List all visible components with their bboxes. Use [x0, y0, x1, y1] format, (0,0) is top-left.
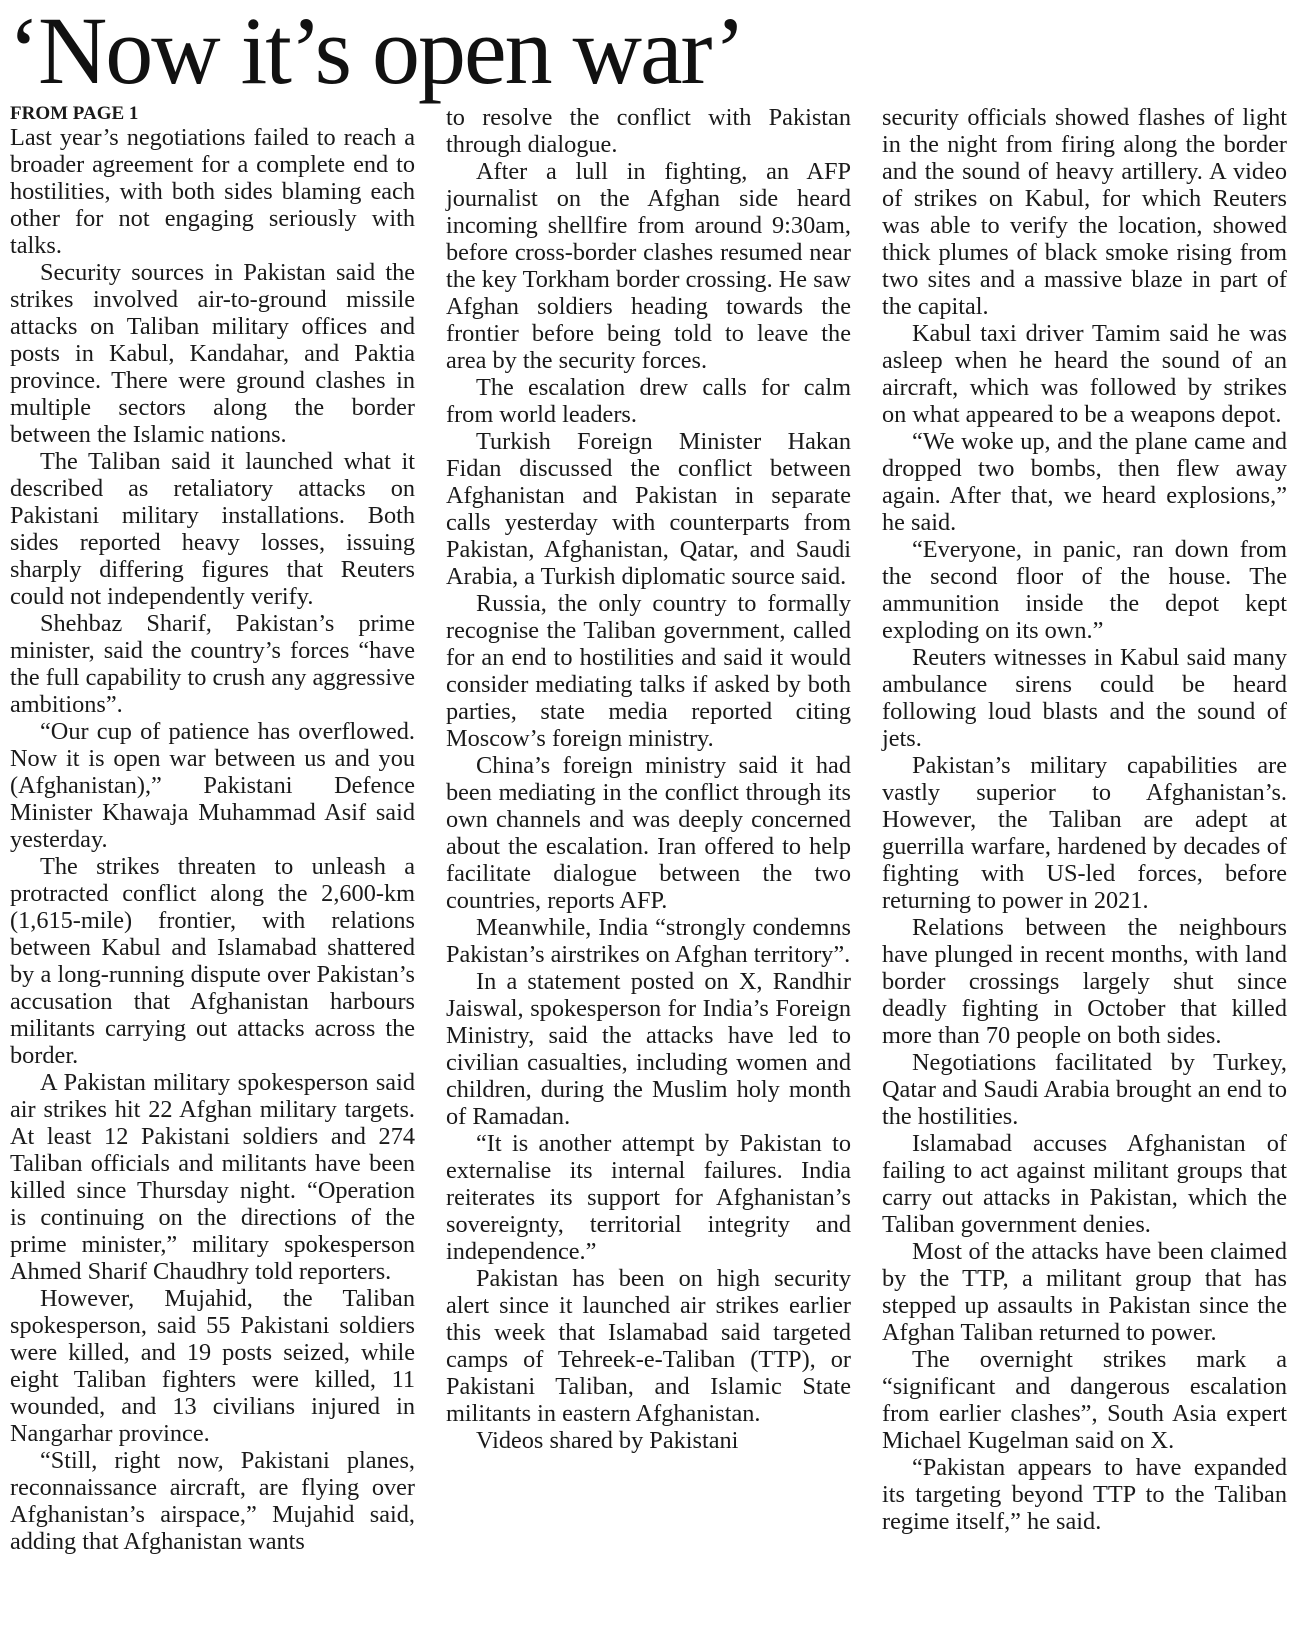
- article-column-3: [882, 104, 1287, 1535]
- paragraph: “We woke up, and the plane came and dropped two bombs, then flew away again. After that, we heard explosions,” he said.: [882, 428, 1287, 536]
- paragraph: The overnight strikes mark a “significant and dangerous escalation from earlier clashes”, South Asia expert Michael Kugelman said on X.: [882, 1346, 1287, 1454]
- paragraph: A Pakistan military spokesperson said air strikes hit 22 Afghan military targets. At least 12 Pakistani soldiers and 274 Taliban officials and militants have been killed since Thursday night. “Operation is continuing on the directions of the prime minister,” military spokesperson Ahmed Sharif Chaudhry told reporters.: [10, 1069, 415, 1285]
- paragraph: The escalation drew calls for calm from world leaders.: [446, 374, 851, 428]
- paragraph: In a statement posted on X, Randhir Jaiswal, spokesperson for India’s Foreign Ministry, said the attacks have led to civilian casualties, including women and children, during the Muslim holy month of Ramadan.: [446, 968, 851, 1130]
- paragraph: Relations between the neighbours have plunged in recent months, with land border crossings largely shut since deadly fighting in October that killed more than 70 people on both sides.: [882, 914, 1287, 1049]
- paragraph: Reuters witnesses in Kabul said many ambulance sirens could be heard following loud blasts and the sound of jets.: [882, 644, 1287, 752]
- paragraph: “Still, right now, Pakistani planes, reconnaissance aircraft, are flying over Afghanistan’s airspace,” Mujahid said, adding that Afghanistan wants: [10, 1447, 415, 1555]
- paragraph: The Taliban said it launched what it described as retaliatory attacks on Pakistani military installations. Both sides reported heavy losses, issuing sharply differing figures that Reuters could not independently verify.: [10, 448, 415, 610]
- paragraph: Meanwhile, India “strongly condemns Pakistan’s airstrikes on Afghan territory”.: [446, 914, 851, 968]
- paragraph: After a lull in fighting, an AFP journalist on the Afghan side heard incoming shellfire from around 9:30am, before cross-border clashes resumed near the key Torkham border crossing. He saw Afghan soldiers heading towards the frontier before being told to leave the area by the security forces.: [446, 158, 851, 374]
- paragraph: security officials showed flashes of light in the night from firing along the border and the sound of heavy artillery. A video of strikes on Kabul, for which Reuters was able to verify the location, showed thick plumes of black smoke rising from two sites and a massive blaze in part of the capital.: [882, 104, 1287, 320]
- paragraph: Islamabad accuses Afghanistan of failing to act against militant groups that carry out attacks in Pakistan, which the Taliban government denies.: [882, 1130, 1287, 1238]
- paragraph: China’s foreign ministry said it had been mediating in the conflict through its own channels and was deeply concerned about the escalation. Iran offered to help facilitate dialogue between the two countries, reports AFP.: [446, 752, 851, 914]
- paragraph: to resolve the conflict with Pakistan through dialogue.: [446, 104, 851, 158]
- paragraph: Last year’s negotiations failed to reach a broader agreement for a complete end to hostilities, with both sides blaming each other for not engaging seriously with talks.: [10, 124, 415, 259]
- headline: ‘Now it’s open war’: [8, 0, 745, 104]
- paragraph: “Everyone, in panic, ran down from the second floor of the house. The ammunition inside the depot kept exploding on its own.”: [882, 536, 1287, 644]
- paragraph: Videos shared by Pakistani: [476, 1427, 739, 1454]
- paragraph: Pakistan’s military capabilities are vastly superior to Afghanistan’s. However, the Taliban are adept at guerrilla warfare, hardened by decades of fighting with US-led forces, before returning to power in 2021.: [882, 752, 1287, 914]
- paragraph: The strikes threaten to unleash a protracted conflict along the 2,600-km (1,615-mile) frontier, with relations between Kabul and Islamabad shattered by a long-running dispute over Pakistan’s accusation that Afghanistan harbours militants carrying out attacks across the border.: [10, 853, 415, 1069]
- paragraph: However, Mujahid, the Taliban spokesperson, said 55 Pakistani soldiers were killed, and 19 posts seized, while eight Taliban fighters were killed, 11 wounded, and 13 civilians injured in Nangarhar province.: [10, 1285, 415, 1447]
- paragraph: Pakistan has been on high security alert since it launched air strikes earlier this week that Islamabad said targeted camps of Tehreek-e-Taliban (TTP), or Pakistani Taliban, and Islamic State militants in eastern Afghanistan.: [446, 1265, 851, 1427]
- paragraph: “Our cup of patience has overflowed. Now it is open war between us and you (Afghanistan),” Pakistani Defence Minister Khawaja Muhammad Asif said yesterday.: [10, 718, 415, 853]
- paragraph: Turkish Foreign Minister Hakan Fidan discussed the conflict between Afghanistan and Pakistan in separate calls yesterday with counterparts from Pakistan, Afghanistan, Qatar, and Saudi Arabia, a Turkish diplomatic source said.: [446, 428, 851, 590]
- paragraph: “Pakistan appears to have expanded its targeting beyond TTP to the Taliban regime itself,” he said.: [882, 1454, 1287, 1535]
- paragraph: Security sources in Pakistan said the strikes involved air-to-ground missile attacks on Taliban military offices and posts in Kabul, Kandahar, and Paktia province. There were ground clashes in multiple sectors along the border between the Islamic nations.: [10, 259, 415, 448]
- article-column-2: [446, 104, 851, 1454]
- paragraph: Kabul taxi driver Tamim said he was asleep when he heard the sound of an aircraft, which was followed by strikes on what appeared to be a weapons depot.: [882, 320, 1287, 428]
- paragraph: Negotiations facilitated by Turkey, Qatar and Saudi Arabia brought an end to the hostilities.: [882, 1049, 1287, 1130]
- paragraph: Most of the attacks have been claimed by the TTP, a militant group that has stepped up assaults in Pakistan since the Afghan Taliban returned to power.: [882, 1238, 1287, 1346]
- article-column-1: [10, 104, 415, 1555]
- paragraph: “It is another attempt by Pakistan to externalise its internal failures. India reiterates its support for Afghanistan’s sovereignty, territorial integrity and independence.”: [446, 1130, 851, 1265]
- paragraph: Russia, the only country to formally recognise the Taliban government, called for an end to hostilities and said it would consider mediating talks if asked by both parties, state media reported citing Moscow’s foreign ministry.: [446, 590, 851, 752]
- paragraph: Shehbaz Sharif, Pakistan’s prime minister, said the country’s forces “have the full capability to crush any aggressive ambitions”.: [10, 610, 415, 718]
- dateline: FROM PAGE 1: [10, 103, 139, 124]
